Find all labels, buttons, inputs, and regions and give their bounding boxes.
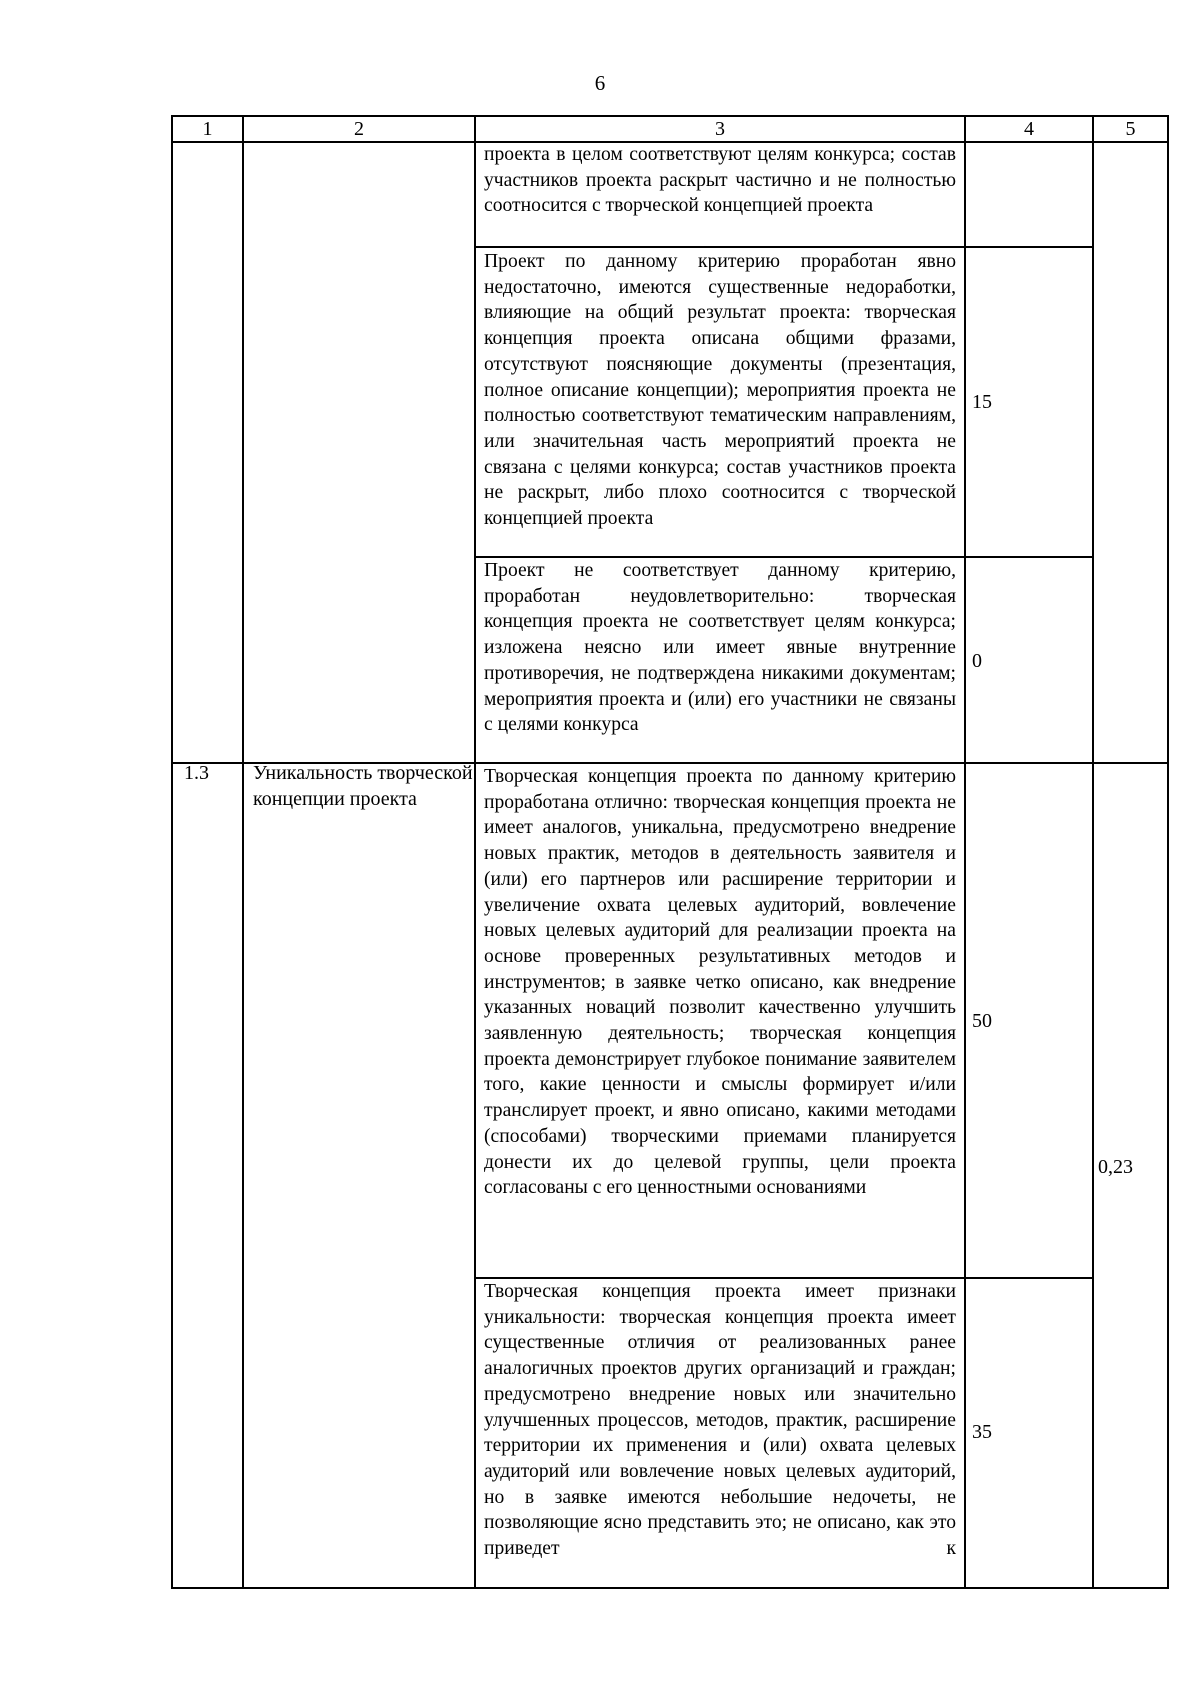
header-cell: 3 [715, 118, 725, 140]
header-cell: 2 [354, 118, 364, 140]
criterion-description: Творческая концепция проекта имеет признаки уникальности: творческая концепция проекта имеет существенные отличия от реализованных ранее аналогичных проектов других организаций и граждан; предусмотрено внедрение новых или значительно улучшенных процессов, методов, практик, расширение территории их применения и (или) охвата целевых аудиторий или вовлечение новых целевых аудиторий, но в заявке имеются небольшие недочеты, не позволяющие ясно представить это; не описано, как это приведет к [484, 1281, 956, 1560]
score-value: 50 [972, 1010, 992, 1032]
page-number: 6 [594, 71, 606, 95]
col-border-3 [964, 115, 966, 1589]
header-cell: 5 [1125, 118, 1136, 140]
header-cell: 1 [202, 118, 213, 140]
col-border-5 [1167, 115, 1169, 1589]
row-border-1 [474, 246, 1094, 248]
criterion-number: 1.3 [184, 762, 209, 784]
col-border-1 [242, 115, 244, 1589]
criterion-description: проекта в целом соответствуют целям конкурса; состав участников проекта раскрыт частично и не полностью соотносится с творческой концепцией проекта [484, 144, 956, 217]
col-border-2 [474, 115, 476, 1589]
col-border-0 [171, 115, 173, 1589]
criterion-description: Проект по данному критерию проработан явно недостаточно, имеются существенные недоработки, влияющие на общий результат проекта: творческая концепция проекта описана общими фразами, отсутствуют поясняющие документы (презентация, полное описание концепции); мероприятия проекта не полностью соответствуют тематическим направлениям, или значительная часть мероприятий проекта не связана с целями конкурса; состав участников проекта не раскрыт, либо плохо соотносится с творческой концепцией проекта [484, 251, 956, 530]
col-border-4 [1092, 115, 1094, 1589]
criterion-description: Проект не соответствует данному критерию, проработан неудовлетворительно: творческая концепция проекта не соответствует целям конкурса; изложена неясно или имеет явные внутренние противоречия, не подтверждена никакими документам; мероприятия проекта и (или) его участники не связаны с целями конкурса [484, 560, 956, 736]
header-cell: 4 [1024, 118, 1034, 140]
criterion-weight: 0,23 [1098, 1156, 1133, 1178]
criterion-description: Творческая концепция проекта по данному критерию проработана отлично: творческая концепция проекта не имеет аналогов, уникальна, предусмотрено внедрение новых практик, методов в деятельность заявителя и (или) его партнеров или расширение территории и увеличение охвата целевых аудиторий, вовлечение новых целевых аудиторий для реализации проекта на основе проверенных результативных методов и инструментов; в заявке четко описано, как внедрение указанных новаций позволит качественно улучшить заявленную деятельность; творческая концепция проекта демонстрирует глубокое понимание заявителем того, какие ценности и смыслы формирует и/или транслирует проект, и явно описано, какими методами (способами) творческими приемами планируется донести их до целевой группы, цели проекта согласованы с его ценностными основаниями [484, 766, 956, 1199]
table-bottom-border [171, 1587, 1169, 1589]
score-value: 0 [972, 650, 982, 672]
criterion-name: Уникальность творческой концепции проекта [253, 762, 473, 810]
score-value: 35 [972, 1421, 992, 1443]
score-value: 15 [972, 391, 992, 413]
